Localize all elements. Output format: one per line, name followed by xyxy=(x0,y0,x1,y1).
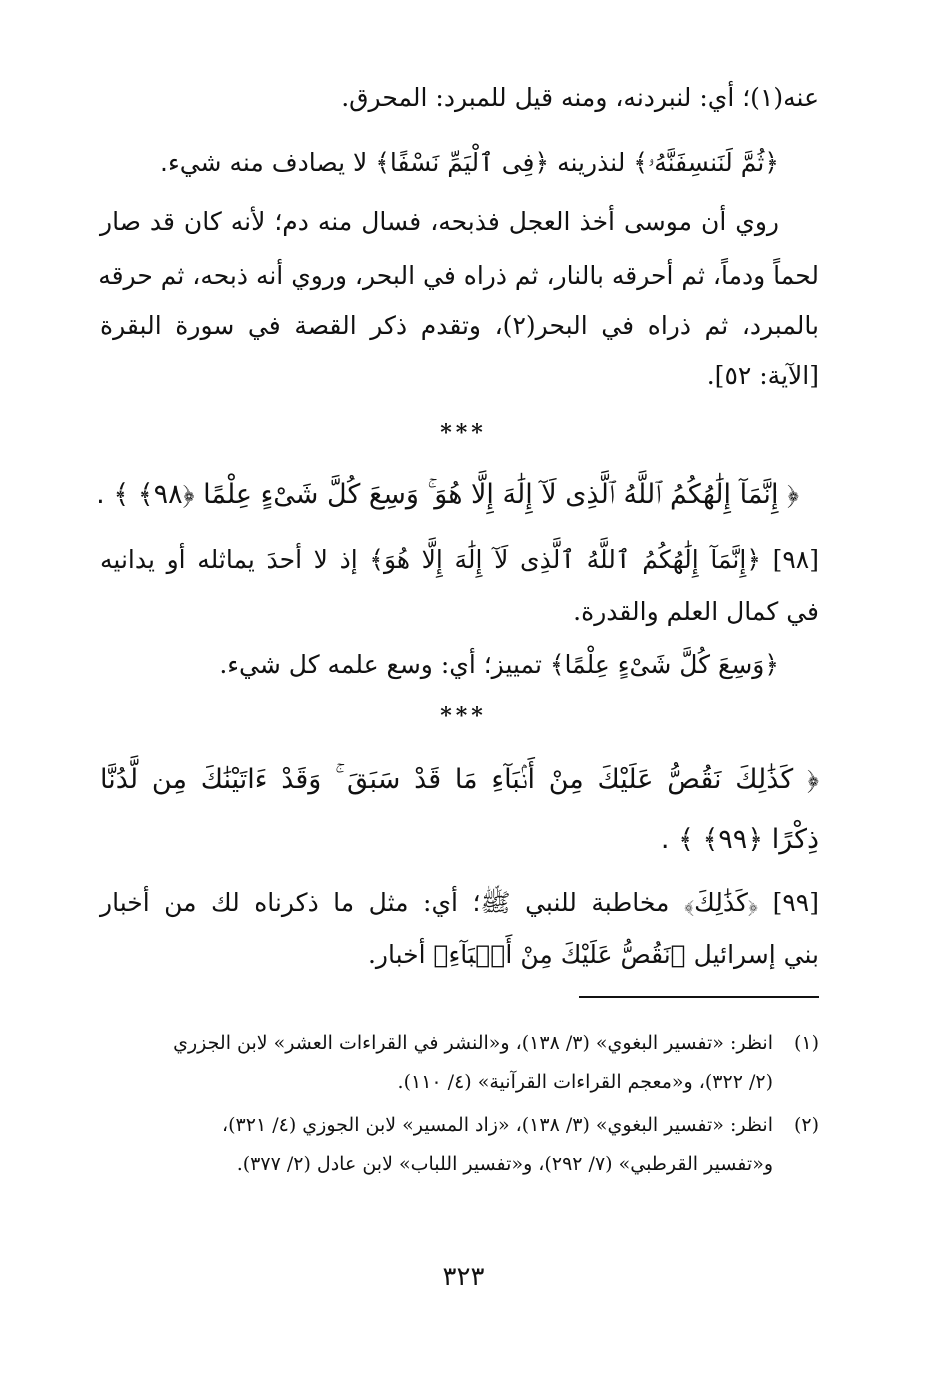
footnote-1-continuation: (٢/ ٣٢٢)، و«معجم القراءات القرآنية» (٤/ ١١٠). xyxy=(397,1071,773,1093)
page-number: ٣٢٣ xyxy=(442,1262,485,1292)
paragraph-line-3: بالمبرد، ثم ذراه في البحر(٢)، وتقدم ذكر القصة في سورة البقرة xyxy=(100,311,820,340)
paragraph-line-4: [الآية: ٥٢]. xyxy=(706,361,819,390)
footnote-1-text-a: انظر: «تفسير البغوي» (٣/ ١٣٨)، و«النشر في القراءات العشر» لابن الجزري xyxy=(173,1032,773,1054)
verse-99-line-2: ذِكْرًا ﴿٩٩﴾ ﴾ . xyxy=(660,824,819,855)
verse-99-line-1: ﴿ كَذَٰلِكَ نَقُصُّ عَلَيْكَ مِنْ أَنۢبَآءِ مَا قَدْ سَبَقَ ۚ وَقَدْ ءَاتَيْنَٰكَ مِن لَّدُنَّا xyxy=(100,764,819,795)
footnote-2 xyxy=(100,1107,819,1143)
footnote-separator xyxy=(579,996,819,998)
quran-gloss-line: ﴿ثُمَّ لَنَنسِفَنَّهُۥ﴾ لنذرينه ﴿فِى ٱلْيَمِّ نَسْفًا﴾ لا يصادف منه شيء. xyxy=(160,148,779,177)
section-separator-2: *** xyxy=(440,703,487,729)
commentary-99-line-2: بني إسرائيل ﴿نَقُصُّ عَلَيْكَ مِنْ أَنۢبَآءِ﴾ أخبار. xyxy=(367,940,819,969)
section-separator-1: *** xyxy=(440,420,487,446)
commentary-98-line-3: ﴿وَسِعَ كُلَّ شَىْءٍ عِلْمًا﴾ تمييز؛ أي: وسع علمه كل شيء. xyxy=(219,650,779,679)
commentary-98-line-2: في كمال العلم والقدرة. xyxy=(573,597,819,626)
footnote-2-text-a: انظر: «تفسير البغوي» (٣/ ١٣٨)، «زاد المسير» لابن الجوزي (٤/ ٣٢١)، xyxy=(221,1114,773,1136)
paragraph-line-1: روي أن موسى أخذ العجل فذبحه، فسال منه دم؛ لأنه كان قد صار xyxy=(100,207,779,236)
paragraph-line-2: لحماً ودماً، ثم أحرقه بالنار، ثم ذراه في البحر، وروي أنه ذبحه، ثم حرقه xyxy=(98,261,819,290)
text-line-1: عنه(١)؛ أي: لنبردنه، ومنه قيل للمبرد: المحرق. xyxy=(341,83,819,112)
footnote-2-continuation: و«تفسير القرطبي» (٧/ ٢٩٢)، و«تفسير اللباب» لابن عادل (٢/ ٣٧٧). xyxy=(236,1153,773,1175)
verse-98: ﴿ إِنَّمَآ إِلَٰهُكُمُ ٱللَّهُ ٱلَّذِى لَآ إِلَٰهَ إِلَّا هُوَ ۚ وَسِعَ كُلَّ شَىْءٍ عِلْمًا ﴿٩٨﴾ ﴾ . xyxy=(96,479,799,510)
commentary-98-line-1: [٩٨] ﴿إِنَّمَآ إِلَٰهُكُمُ ٱللَّهُ ٱلَّذِى لَآ إِلَٰهَ إِلَّا هُوَ﴾ إذ لا أحدَ يماثله أو يدانيه xyxy=(100,545,819,574)
commentary-99-line-1: [٩٩] ﴿كَذَٰلِكَ﴾ مخاطبة للنبي ﷺ؛ أي: مثل ما ذكرناه لك من أخبار xyxy=(100,888,819,917)
footnote-2-number: (٢) xyxy=(793,1114,819,1136)
footnote-1 xyxy=(100,1025,819,1061)
footnote-1-number: (١) xyxy=(793,1032,819,1054)
